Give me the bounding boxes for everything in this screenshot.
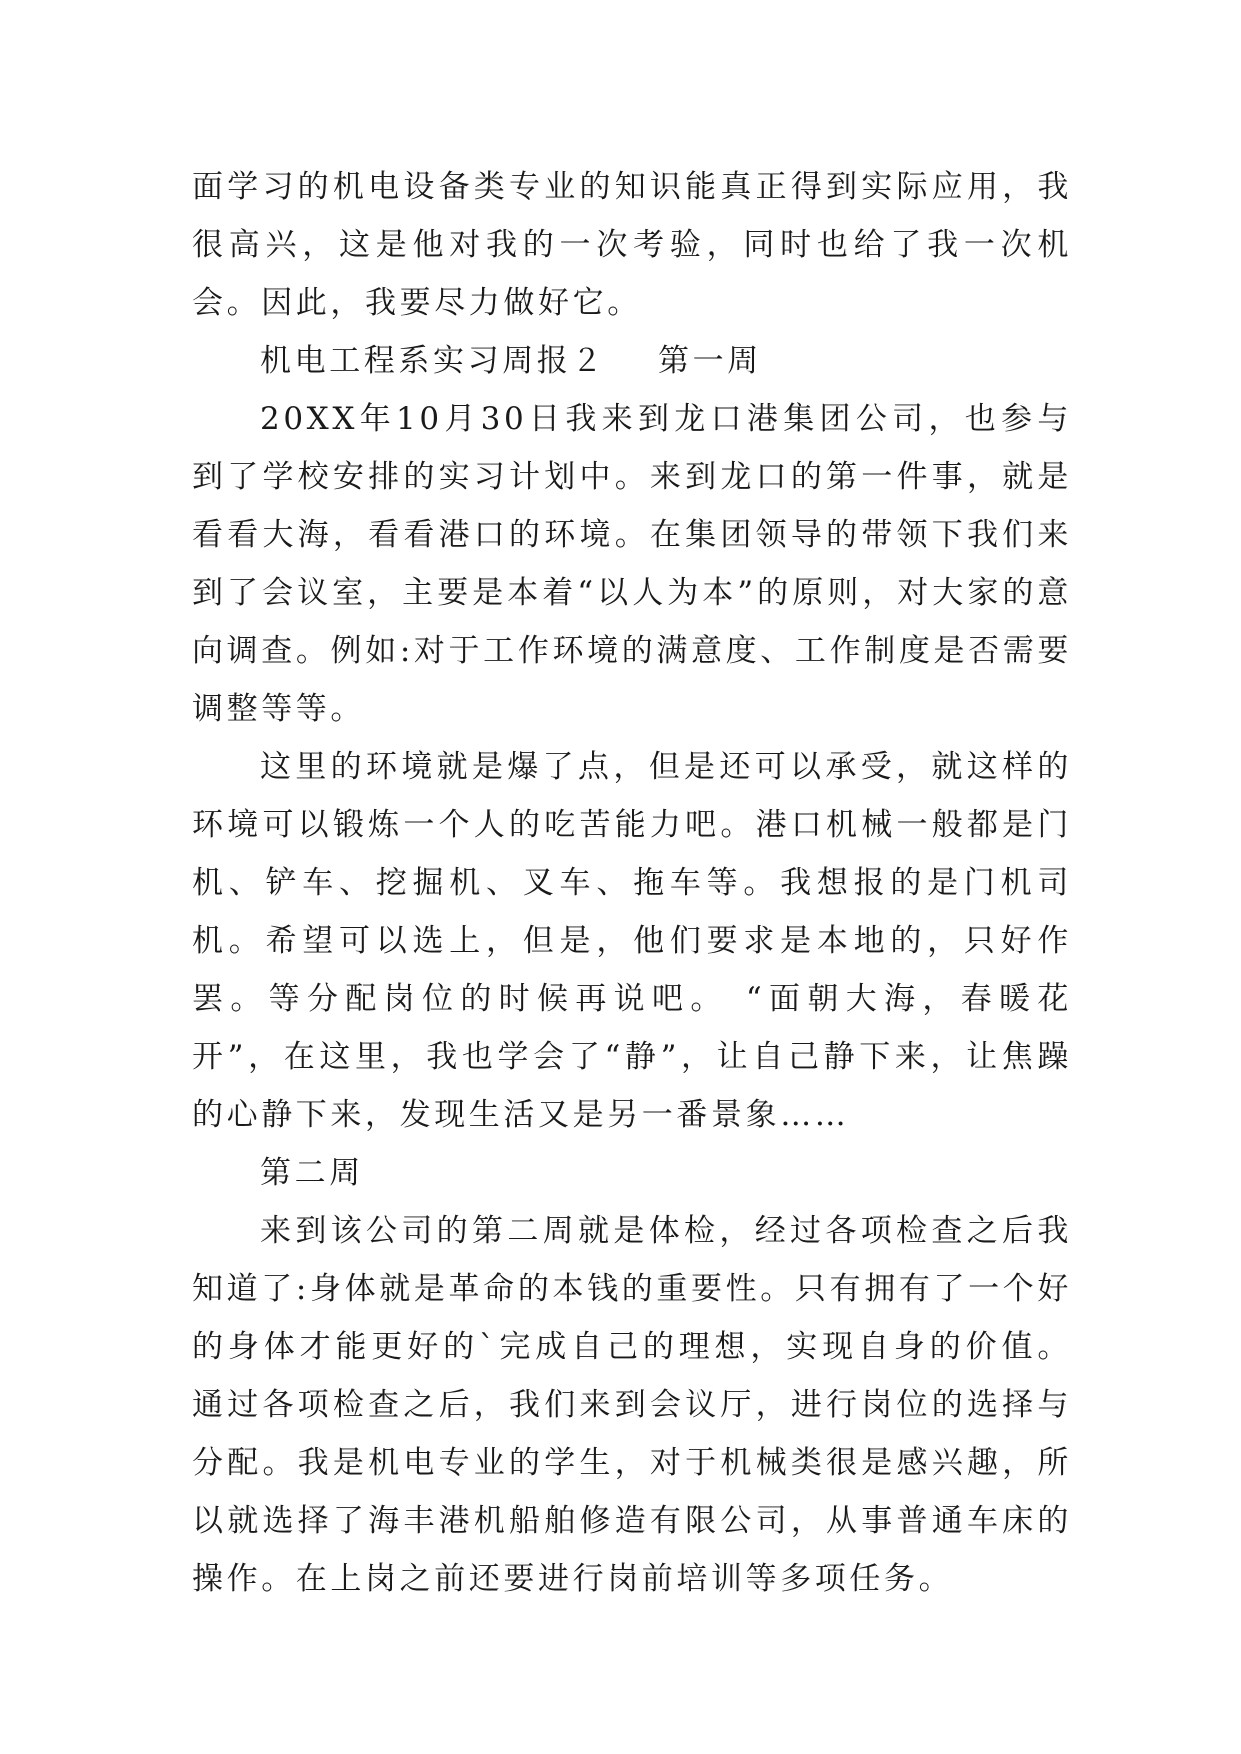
document-body <box>192 158 1072 1608</box>
paragraph-continuation: 面学习的机电设备类专业的知识能真正得到实际应用，我很高兴，这是他对我的一次考验，同时也给了我一次机会。因此，我要尽力做好它。 <box>192 169 1072 321</box>
report-title: 机电工程系实习周报２ <box>260 343 606 379</box>
week-one-paragraph-1: 20XX年10月30日我来到龙口港集团公司，也参与到了学校安排的实习计划中。来到龙口的第一件事，就是看看大海，看看港口的环境。在集团领导的带领下我们来到了会议室，主要是本着“以人为本”的原则，对大家的意向调查。例如:对于工作环境的满意度、工作制度是否需要调整等等。 <box>192 401 1072 727</box>
section-heading <box>192 332 1072 390</box>
week-one-paragraph-2: 这里的环境就是爆了点，但是还可以承受，就这样的环境可以锻炼一个人的吃苦能力吧。港口机械一般都是门机、铲车、挖掘机、叉车、拖车等。我想报的是门机司机。希望可以选上，但是，他们要求是本地的，只好作罢。等分配岗位的时候再说吧。 “面朝大海，春暖花开”，在这里，我也学会了“静”，让自己静下来，让焦躁的心静下来，发现生活又是另一番景象…… <box>192 749 1072 1133</box>
week-one-label: 第一周 <box>658 343 762 379</box>
week-two-heading: 第二周 <box>260 1155 364 1191</box>
week-two-paragraph-1: 来到该公司的第二周就是体检，经过各项检查之后我知道了:身体就是革命的本钱的重要性。只有拥有了一个好的身体才能更好的`完成自己的理想，实现自身的价值。 通过各项检查之后，我们来到会议厅，进行岗位的选择与分配。我是机电专业的学生，对于机械类很是感兴趣，所以就选择了海丰港机船舶修造有限公司，从事普通车床的操作。在上岗之前还要进行岗前培训等多项任务。 <box>192 1213 1072 1597</box>
